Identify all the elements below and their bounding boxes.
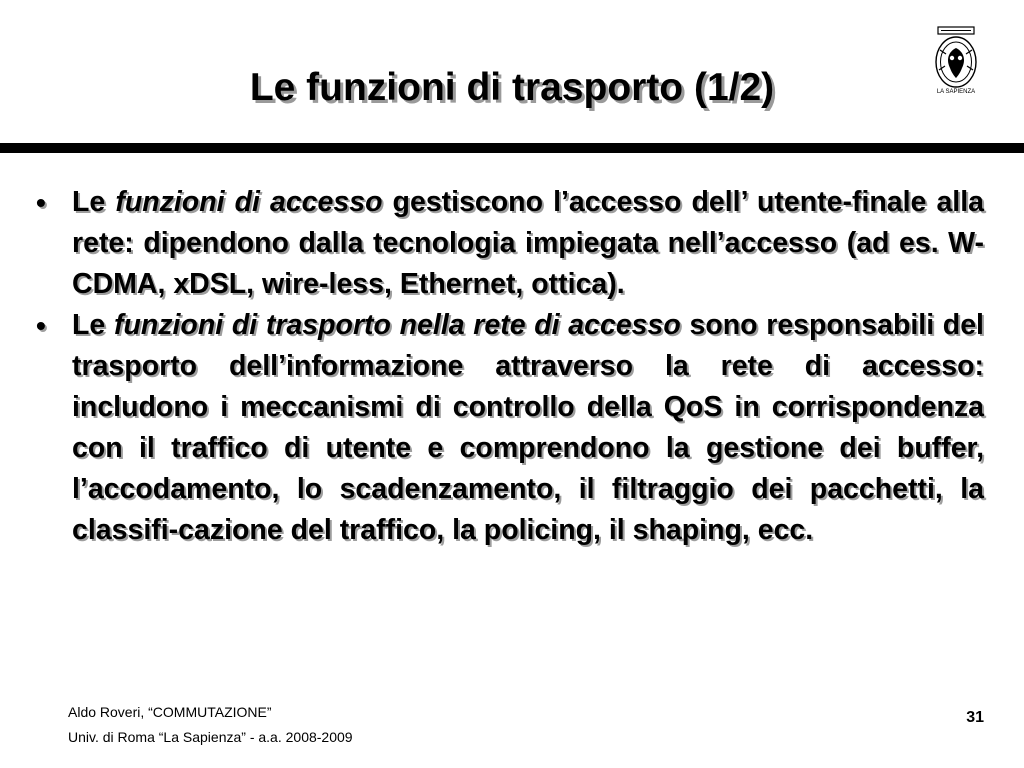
footer-institution: Univ. di Roma “La Sapienza” - a.a. 2008-2009	[68, 729, 353, 745]
bullet-item	[36, 305, 984, 551]
footer-author: Aldo Roveri, “COMMUTAZIONE”	[68, 704, 272, 720]
bullet-text: sono responsabili del trasporto dell’informazione attraverso la rete di accesso: includono i meccanismi di controllo della QoS in corrispondenza con il traffico di utente e comprendono la gestione dei buffer, l’accodamento, lo scadenzamento, il filtraggio dei pacchetti, la classifi-cazione del traffico, la policing, il shaping, ecc.	[72, 309, 984, 546]
page-number: 31	[966, 709, 984, 726]
bullet-emphasis: funzioni di trasporto nella rete di accesso	[113, 309, 681, 341]
university-seal-icon	[928, 24, 984, 98]
bullet-list	[36, 182, 984, 551]
bullet-lead: Le	[72, 186, 116, 218]
title-divider	[0, 143, 1024, 153]
slide-title: Le funzioni di trasporto (1/2)	[249, 66, 775, 109]
bullet-emphasis: funzioni di accesso	[115, 186, 383, 218]
bullet-item	[36, 182, 984, 305]
logo-caption: LA SAPIENZA	[936, 89, 976, 95]
bullet-lead: Le	[72, 309, 114, 341]
bullet-text: gestiscono l’accesso dell’ utente-finale alla rete: dipendono dalla tecnologia impiegata nell’accesso (ad es. W-CDMA, xDSL, wire-less, Ethernet, ottica).	[72, 186, 984, 300]
bullet-icon: •	[36, 187, 46, 218]
bullet-icon: •	[36, 310, 46, 341]
